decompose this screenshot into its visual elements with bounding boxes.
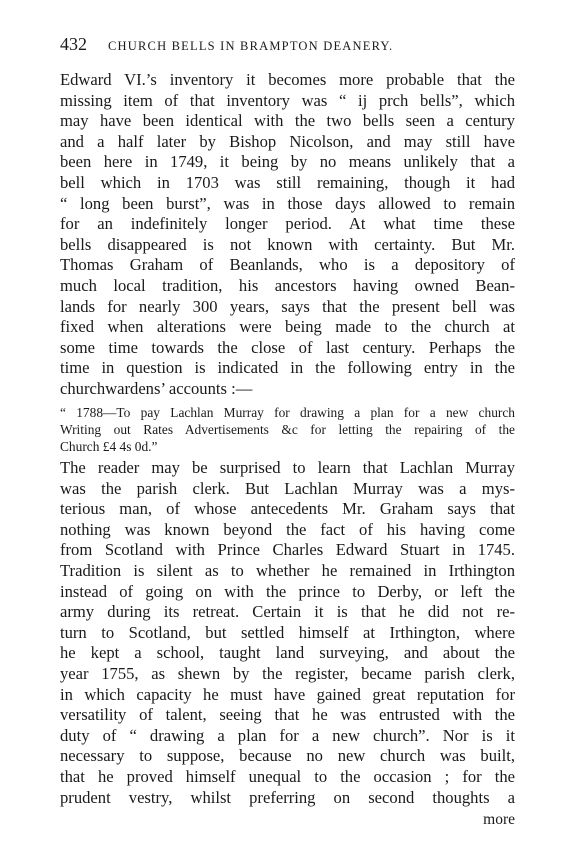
text-line: missing item of that inventory was “ ij prch bells”, which [60,90,515,110]
quote-line: Writing out Rates Advertisements &c for letting the repairing of the [60,421,515,437]
text-line: fixed when alterations were being made to the church at [60,317,515,337]
text-line: may have been identical with the two bells seen a century [60,111,515,131]
text-line: for an indefinitely longer period. At what time these [60,214,515,234]
text-line: army during its retreat. Certain it is that he did not re- [60,602,515,622]
text-line: Tradition is silent as to whether he remained in Irthington [60,561,515,581]
page-number: 432 [60,34,87,54]
text-line: churchwardens’ accounts :— [60,378,253,398]
quote-line: “ 1788—To pay Lachlan Murray for drawing a plan for a new church [60,404,515,420]
text-line: year 1755, as shewn by the register, became parish clerk, [60,664,515,684]
text-line: time in question is indicated in the following entry in the [60,358,515,378]
text-line: some time towards the close of last century. Perhaps the [60,337,515,357]
text-line: bell which in 1703 was still remaining, though it had [60,172,515,192]
catchword: more [483,811,515,829]
running-title: CHURCH BELLS IN BRAMPTON DEANERY. [108,39,394,53]
text-line: terious man, of whose antecedents Mr. Graham says that [60,499,515,519]
text-line: much local tradition, his ancestors having owned Bean- [60,275,515,295]
quote-line: Church £4 4s 0d.” [60,438,158,454]
text-line: Thomas Graham of Beanlands, who is a depository of [60,255,515,275]
text-line: The reader may be surprised to learn that Lachlan Murray [60,458,515,478]
text-line: he kept a school, taught land surveying, and about the [60,643,515,663]
paragraph-2 [60,458,515,808]
text-line: that he proved himself unequal to the occasion ; for the [60,767,515,787]
text-line: lands for nearly 300 years, says that the present bell was [60,296,515,316]
account-quotation [60,404,515,456]
text-line: necessary to suppose, because no new church was built, [60,746,515,766]
text-line: duty of “ drawing a plan for a new church”. Nor is it [60,725,515,745]
text-line: from Scotland with Prince Charles Edward Stuart in 1745. [60,540,515,560]
text-line: bells disappeared is not known with certainty. But Mr. [60,234,515,254]
text-line: versatility of talent, seeing that he was entrusted with the [60,705,515,725]
text-line: “ long been burst”, was in those days allowed to remain [60,193,515,213]
text-line: turn to Scotland, but settled himself at Irthington, where [60,622,515,642]
text-line: nothing was known beyond the fact of his having come [60,519,515,539]
paragraph-1 [60,70,515,400]
text-line: been here in 1749, it being by no means unlikely that a [60,152,515,172]
text-line: and a half later by Bishop Nicolson, and may still have [60,131,515,151]
text-line: Edward VI.’s inventory it becomes more probable that the [60,70,515,89]
text-line: prudent vestry, whilst preferring on second thoughts a [60,787,515,807]
running-head [60,34,515,56]
text-line: instead of going on with the prince to Derby, or left the [60,581,515,601]
text-line: in which capacity he must have gained great reputation for [60,684,515,704]
text-line: was the parish clerk. But Lachlan Murray was a mys- [60,478,515,498]
